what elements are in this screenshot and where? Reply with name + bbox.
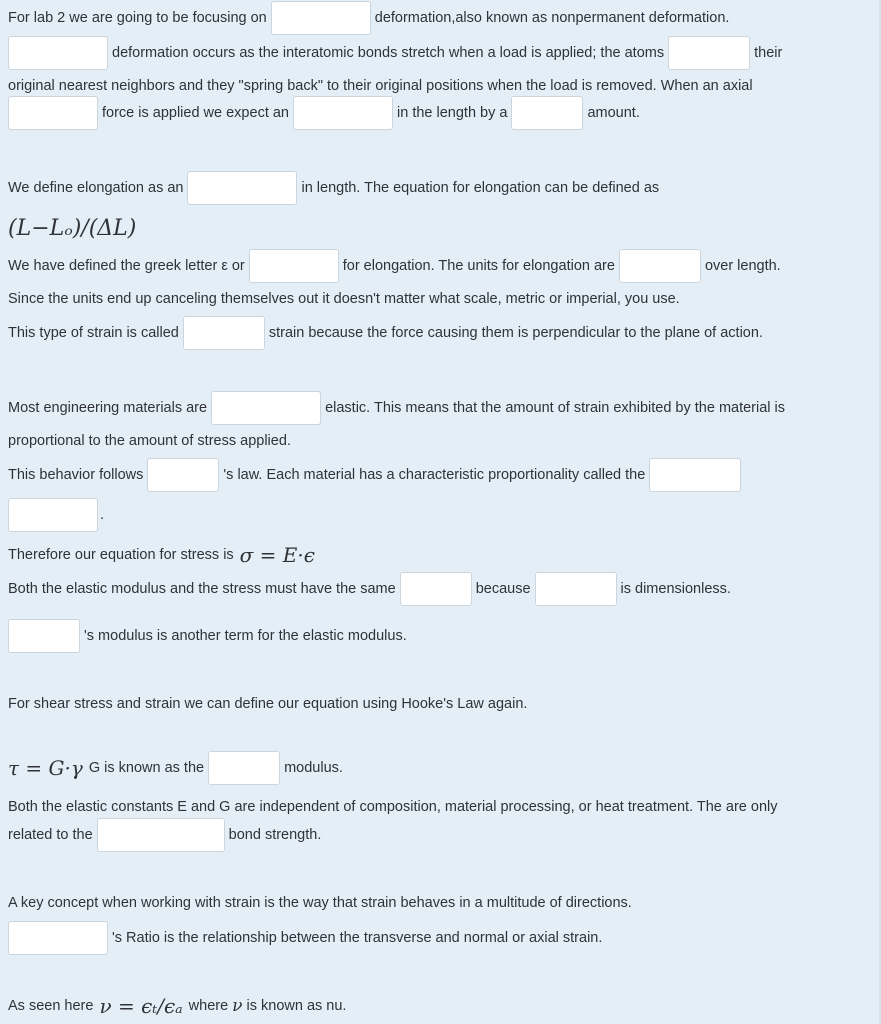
shear-formula: τ = G·γ (8, 756, 83, 780)
text: for elongation. The units for elongation are (342, 258, 615, 274)
blank-shear-modulus[interactable] (208, 751, 280, 785)
text: This type of strain is called (8, 325, 179, 341)
p2-line1 (8, 170, 659, 206)
text: deformation occurs as the interatomic bonds stretch when a load is applied; the atoms (112, 45, 665, 61)
text: their (754, 45, 783, 61)
text: proportional to the amount of stress applied. (8, 433, 291, 449)
p3-line1 (8, 390, 785, 426)
text: This behavior follows (8, 467, 144, 483)
text: is dimensionless. (620, 581, 731, 597)
blank-epsilon-name[interactable] (249, 249, 339, 283)
text: modulus. (284, 760, 343, 776)
p3-line5 (8, 537, 315, 573)
text: bond strength. (228, 827, 322, 843)
blank-modulus-name[interactable] (8, 619, 80, 653)
p4-line1 (8, 686, 527, 722)
p1-line4 (4, 95, 640, 131)
text: in length. The equation for elongation can be defined as (301, 180, 660, 196)
blank-deformation-type[interactable] (271, 1, 371, 35)
text: We have defined the greek letter ε or (8, 258, 245, 274)
text: in the length by a (397, 105, 508, 121)
text: over length. (704, 258, 781, 274)
p1-line2 (4, 35, 782, 71)
text: because (475, 581, 531, 597)
text: where (188, 998, 229, 1014)
blank-same-units[interactable] (400, 572, 472, 606)
blank-elastic-qualifier[interactable] (211, 391, 321, 425)
p2-line2 (8, 248, 781, 284)
blank-elongation-def[interactable] (187, 171, 297, 205)
p2-formula-line (8, 210, 136, 246)
text: force is applied we expect an (102, 105, 289, 121)
text: For shear stress and strain we can define our equation using Hooke's Law again. (8, 696, 528, 712)
text: is known as nu. (246, 998, 347, 1014)
blank-proportionality-name-cont[interactable] (8, 498, 98, 532)
text: G is known as the (88, 760, 205, 776)
blank-proportionality-name[interactable] (649, 458, 741, 492)
blank-ratio-name[interactable] (8, 921, 108, 955)
text: strain because the force causing them is perpendicular to the plane of action. (268, 325, 763, 341)
blank-elongation-units[interactable] (619, 249, 701, 283)
p3-line6 (8, 571, 731, 607)
text: Both the elastic modulus and the stress must have the same (8, 581, 396, 597)
text: A key concept when working with strain is the way that strain behaves in a multitude of directions. (8, 895, 632, 911)
text: Both the elastic constants E and G are independent of composition, material processing, or heat treatment. The are only (8, 799, 778, 815)
text: Most engineering materials are (8, 400, 208, 416)
blank-law-name[interactable] (147, 458, 219, 492)
p2-line3 (8, 281, 680, 317)
elongation-formula: (L−Lₒ)/(ΔL) (8, 215, 137, 241)
text: Therefore our equation for stress is (8, 547, 234, 563)
text: 's modulus is another term for the elastic modulus. (84, 628, 407, 644)
text: For lab 2 we are going to be focusing on (8, 10, 267, 26)
blank-amount[interactable] (511, 96, 583, 130)
p3-line3 (8, 457, 745, 493)
blank-strain-type[interactable] (183, 316, 265, 350)
text: . (100, 507, 105, 523)
blank-atoms-action[interactable] (668, 36, 750, 70)
text: We define elongation as an (8, 180, 184, 196)
p4-line2 (8, 750, 343, 786)
p3-line7 (4, 618, 407, 654)
text: deformation,also known as nonpermanent deformation. (374, 10, 730, 26)
blank-dimensionless-quantity[interactable] (535, 572, 617, 606)
blank-deformation-name[interactable] (8, 36, 108, 70)
p5-line1 (8, 885, 632, 921)
text: related to the (8, 827, 93, 843)
p3-line4 (4, 497, 104, 533)
text: amount. (587, 105, 640, 121)
text: original nearest neighbors and they "spring back" to their original positions when the load is removed. When an axial (8, 78, 753, 94)
p5-line3 (8, 988, 346, 1024)
stress-formula: σ = E·ϵ (239, 543, 315, 567)
text: Since the units end up canceling themselves out it doesn't matter what scale, metric or imperial, you use. (8, 291, 680, 307)
text: elastic. This means that the amount of strain exhibited by the material is (325, 400, 786, 416)
text: As seen here (8, 998, 94, 1014)
text: 's law. Each material has a characteristic proportionality called the (223, 467, 646, 483)
text: 's Ratio is the relationship between the transverse and normal or axial strain. (112, 930, 603, 946)
p5-line2 (4, 920, 602, 956)
p4-line4 (8, 817, 321, 853)
p3-line2 (8, 423, 291, 459)
poisson-formula: ν = ϵₜ/ϵₐ (99, 994, 183, 1018)
blank-axial-expect[interactable] (8, 96, 98, 130)
blank-bond-type[interactable] (97, 818, 225, 852)
p2-line4 (8, 315, 763, 351)
p1-line1 (8, 0, 729, 36)
nu-symbol: ν (232, 996, 243, 1016)
blank-length-change[interactable] (293, 96, 393, 130)
